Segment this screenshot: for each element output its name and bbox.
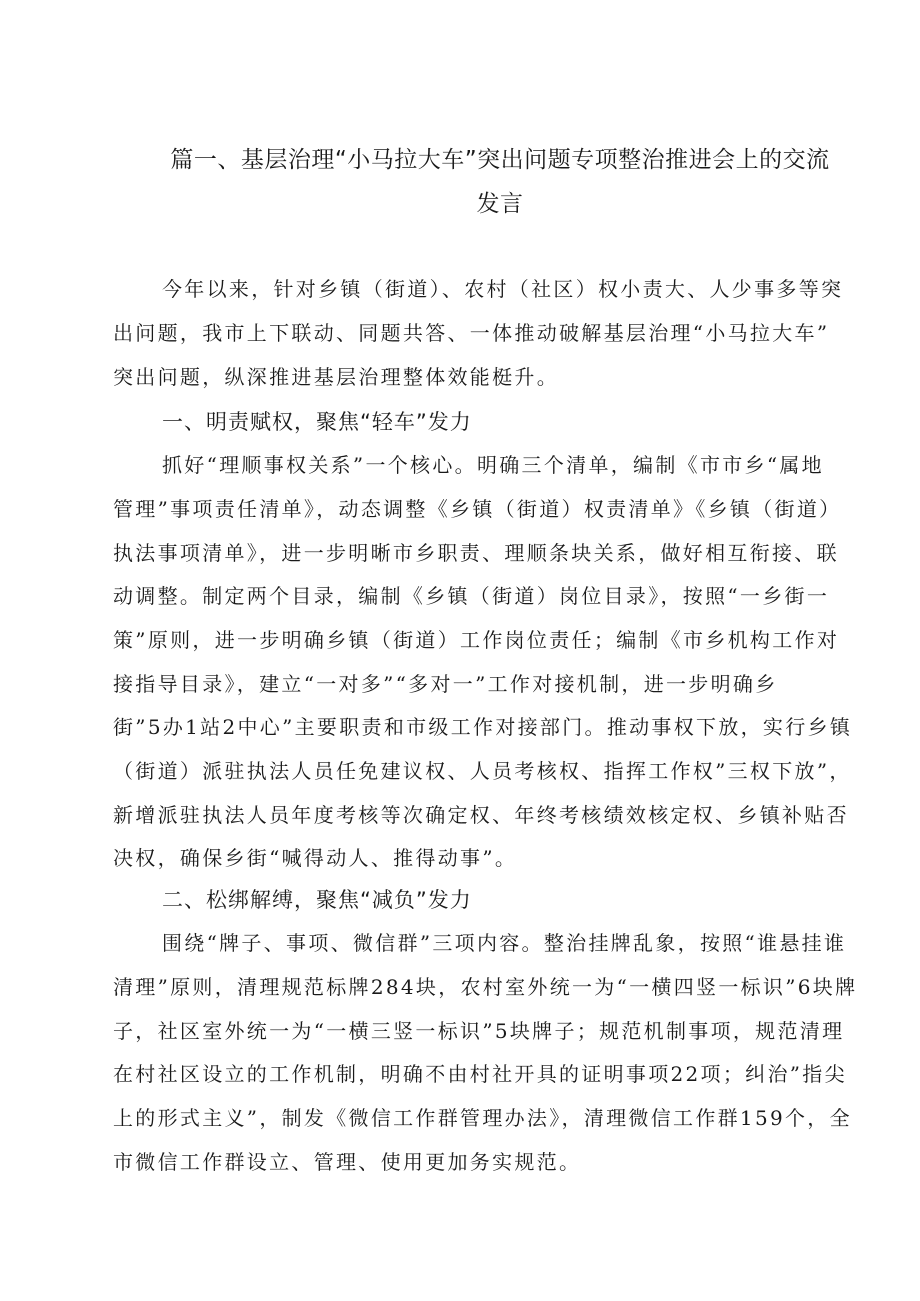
document-title-line-1: 篇一、基层治理“小马拉大车”突出问题专项整治推进会上的交流: [170, 147, 830, 173]
section-2-line-6: 市微信工作群设立、管理、使用更加务实规范。: [113, 1150, 582, 1174]
section-1-line-1: 抓好“理顺事权关系”一个核心。明确三个清单，编制《市市乡“属地: [162, 453, 824, 477]
section-1-line-10: 决权，确保乡街“喊得动人、推得动事”。: [113, 846, 518, 870]
intro-line-3: 突出问题，纵深推进基层治理整体效能梃升。: [113, 365, 559, 389]
section-2-line-4: 在村社区设立的工作机制，明确不由村社开具的证明事项22项；纠治”指尖: [113, 1062, 847, 1086]
intro-line-2: 出问题，我市上下联动、同题共答、一体推动破解基层治理“小马拉大车”: [113, 321, 830, 345]
intro-line-1: 今年以来，针对乡镇（街道）、农村（社区）权小责大、人少事多等突: [162, 277, 844, 301]
section-1-line-7: 街”5办1站2中心”主要职责和市级工作对接部门。推动事权下放，实行乡镇: [113, 715, 853, 739]
document-title-line-2: 发言: [476, 191, 524, 217]
section-1-heading: 一、明责赋权，聚焦“轻车”发力: [162, 410, 472, 434]
section-1-line-3: 执法事项清单》，进一步明晰市乡职责、理顺条块关系，做好相互衔接、联: [113, 541, 839, 565]
section-1-line-5: 策”原则，进一步明确乡镇（街道）工作岗位责任；编制《市乡机构工作对: [113, 628, 840, 652]
section-2-line-1: 围绕“牌子、事项、微信群”三项内容。整治挂牌乱象，按照“谁悬挂谁: [162, 931, 847, 955]
section-1-line-9: 新增派驻执法人员年度考核等次确定权、年终考核绩效核定权、乡镇补贴否: [113, 803, 849, 827]
section-2-line-5: 上的形式主义”，制发《微信工作群管理办法》，清理微信工作群159个，全: [113, 1106, 852, 1130]
section-1-line-8: （街道）派驻执法人员任免建议权、人员考核权、指挥工作权”三权下放”，: [113, 759, 852, 783]
section-2-line-3: 子，社区室外统一为“一横三竖一标识”5块牌子；规范机制事项，规范清理: [113, 1019, 845, 1043]
section-2-line-2: 清理”原则，清理规范标牌284块，农村室外统一为“一横四竖一标识”6块牌: [113, 975, 858, 999]
section-1-line-4: 动调整。制定两个目录，编制《乡镇（街道）岗位目录》，按照“一乡街一: [113, 584, 830, 608]
section-2-heading: 二、松绑解缚，聚焦“减负”发力: [162, 888, 472, 912]
section-1-line-2: 管理”事项责任清单》，动态调整《乡镇（街道）权责清单》《乡镇（街道）: [113, 497, 842, 521]
section-1-line-6: 接指导目录》，建立“一对多”“多对一”工作对接机制，进一步明确乡: [113, 672, 778, 696]
